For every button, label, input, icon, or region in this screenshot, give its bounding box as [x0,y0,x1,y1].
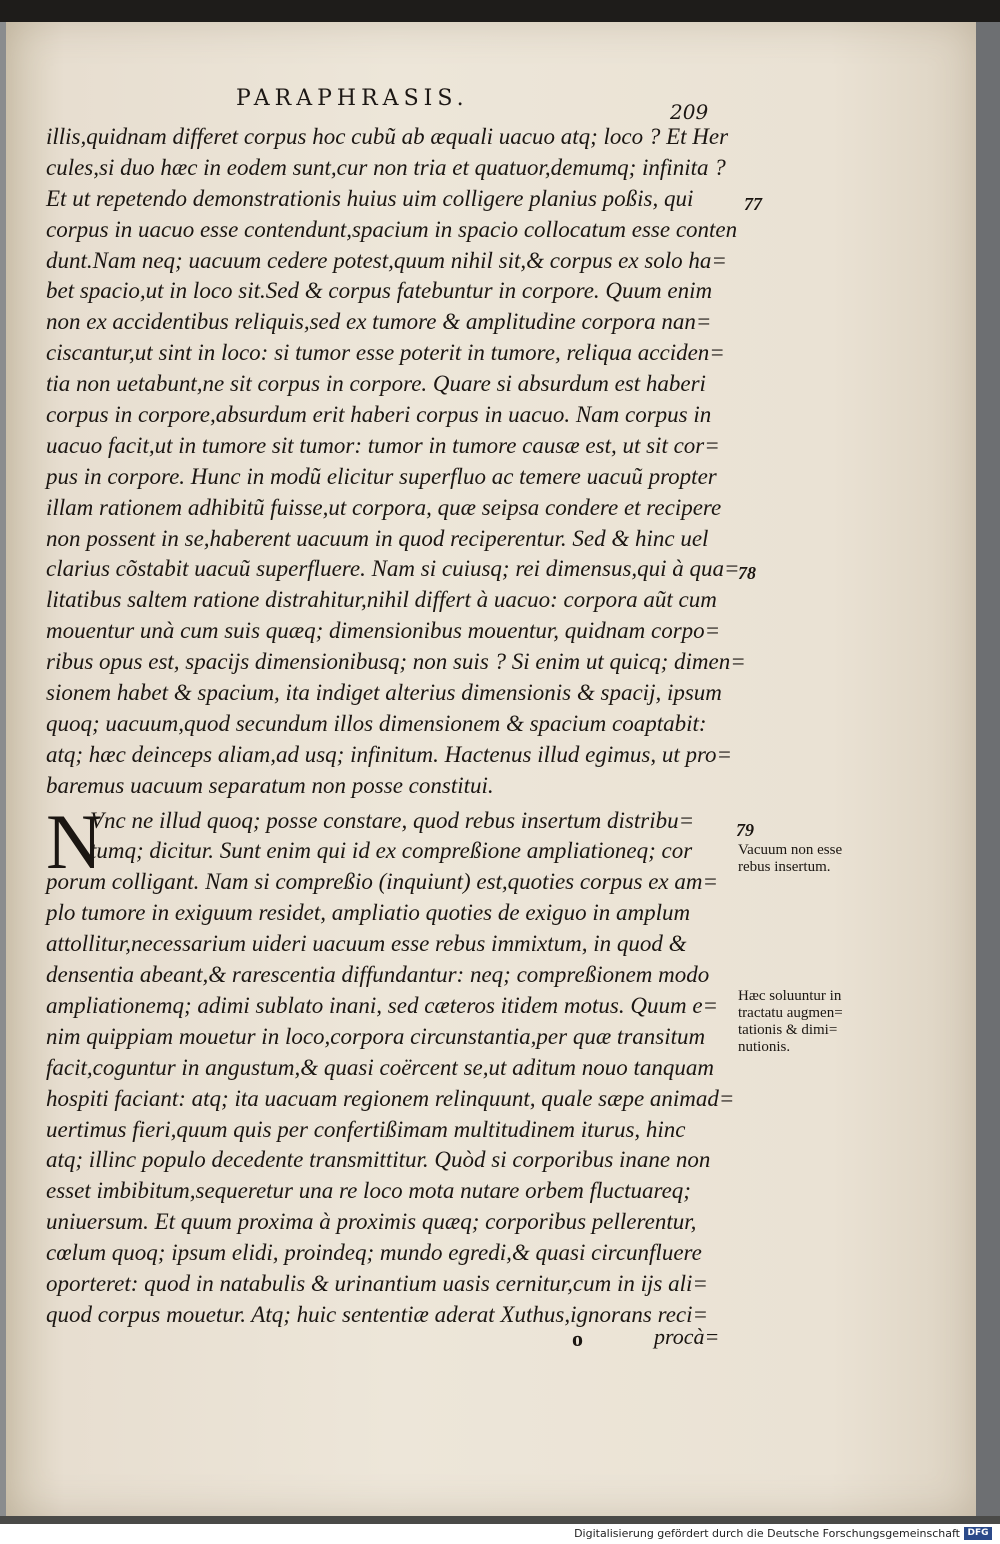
text-line: ciscantur,ut sint in loco: si tumor esse poterit in tumore, reliqua acciden= [46,340,725,366]
text-line: plo tumore in exiguum residet, ampliatio quoties de exiguo in amplum [46,900,691,926]
text-line: mouentur unà cum suis quæq; dimensionibus mouentur, quidnam corpo= [46,618,721,644]
paragraph-2 [46,797,736,1331]
text-line: hospiti faciant: atq; ita uacuam regionem relinquunt, quale sæpe animad= [46,1085,735,1111]
page-number: 209 [670,100,709,124]
text-line: litatibus saltem ratione distrahitur,nihil differt à uacuo: corpora aũt cum [46,587,717,613]
scan-bottom-edge [0,1516,1000,1524]
text-line: sionem habet & spacium, ita indiget alterius dimensionis & spacij, ipsum [46,680,722,706]
drop-cap-initial: N [46,797,103,885]
funding-credit: Digitalisierung gefördert durch die Deutsche Forschungsgemeinschaft [574,1527,960,1540]
text-line: cules,si duo hæc in eodem sunt,cur non tria et quatuor,demumq; infinita ? [46,154,726,180]
text-line: pus in corpore. Hunc in modũ elicitur superfluo ac temere uacuũ propter [46,463,717,489]
text-line: uertimus fieri,quum quis per confertißimam multitudinem iturus, hinc [46,1116,686,1142]
text-line: nim quippiam mouetur in loco,corpora circunstantia,per quæ transitum [46,1023,706,1049]
text-line: uniuersum. Et quum proxima à proximis quæq; corporibus pellerentur, [46,1209,697,1235]
text-line: esset imbibitum,sequeretur una re loco mota nutare orbem fluctuareq; [46,1178,691,1204]
catchword: procà= [654,1324,720,1349]
text-line: quoq; uacuum,quod secundum illos dimensionem & spacium coaptabit: [46,710,707,736]
margin-number-78: 78 [738,563,756,583]
text-line: non ex accidentibus reliquis,sed ex tumore & amplitudine corpora nan= [46,309,712,335]
text-line: quod corpus mouetur. Atq; huic sententiæ aderat Xuthus,ignorans reci= [46,1301,709,1327]
text-line: illis,quidnam differet corpus hoc cubũ ab æquali uacuo atq; loco ? Et Her [46,124,729,149]
text-line: atq; hæc deinceps aliam,ad usq; infinitum. Hactenus illud egimus, ut pro= [46,741,733,767]
margin-number-77: 77 [744,194,762,214]
text-line: porum colligant. Nam si compreßio (inquiunt) est,quoties corpus ex am= [46,869,719,895]
text-line: ampliationemq; adimi sublato inani, sed cæteros itidem motus. Quum e= [46,992,719,1018]
text-line: clarius cõstabit uacuũ superfluere. Nam si cuiusq; rei dimensus,qui à qua= [46,556,740,582]
text-line: tumq; dicitur. Sunt enim qui id ex compreßione ampliationeq; cor [90,838,693,864]
text-line: baremus uacuum separatum non posse constitui. [46,772,494,798]
digitization-footer [0,1524,1000,1544]
running-title: PARAPHRASIS. [236,86,469,111]
margin-note-vacuum [738,842,842,876]
text-line: corpus in corpore,absurdum erit haberi corpus in uacuo. Nam corpus in [46,402,712,428]
text-line: bet spacio,ut in loco sit.Sed & corpus fatebuntur in corpore. Quum enim [46,278,713,304]
text-line: uacuo facit,ut in tumore sit tumor: tumor in tumore causæ est, ut sit cor= [46,432,720,458]
margin-note-line: Vacuum non esse [738,842,843,858]
margin-note-line: rebus insertum. [738,859,831,875]
text-line: atq; illinc populo decedente transmittitur. Quòd si corporibus inane non [46,1147,711,1173]
margin-note-line: Hæc soluuntur in [738,988,842,1004]
text-line: Vnc ne illud quoq; posse constare, quod rebus insertum distribu= [90,807,695,833]
scan-right-edge [976,22,1000,1516]
text-line: non possent in se,haberent uacuum in quod reciperentur. Sed & hinc uel [46,525,709,551]
text-line: tia non uetabunt,ne sit corpus in corpore. Quare si absurdum est haberi [46,371,706,397]
text-line: facit,coguntur in angustum,& quasi coërcent se,ut aditum nouo tanquam [46,1054,715,1080]
text-line: illam rationem adhibitũ fuisse,ut corpora, quæ seipsa condere et recipere [46,494,722,520]
text-line: corpus in uacuo esse contendunt,spacium in spacio collocatum esse conten [46,216,738,242]
text-line: dunt.Nam neq; uacuum cedere potest,quum nihil sit,& corpus ex solo ha= [46,247,727,273]
text-line: oporteret: quod in natabulis & urinantium uasis cernitur,cum in ijs ali= [46,1270,708,1296]
margin-note-line: tractatu augmen= [738,1005,843,1021]
margin-note-line: tationis & dimi= [738,1022,838,1038]
text-line: cœlum quoq; ipsum elidi, proindeq; mundo egredi,& quasi circunfluere [46,1240,702,1266]
margin-number-79: 79 [736,820,754,840]
dfg-logo-icon: DFG [964,1527,992,1540]
signature-mark: o [572,1326,583,1351]
text-line: ribus opus est, spacijs dimensionibusq; non suis ? Si enim ut quicq; dimen= [46,649,746,675]
text-line: Et ut repetendo demonstrationis huius uim colligere planius poßis, qui [46,185,694,211]
text-line: densentia abeant,& rarescentia diffundantur: neq; compreßionem modo [46,962,710,988]
paragraph-1 [46,122,746,802]
margin-note-line: nutionis. [738,1039,791,1055]
margin-note-solve [738,988,843,1056]
scan-top-edge [0,0,1000,22]
text-line: attollitur,necessarium uideri uacuum esse rebus immixtum, in quod & [46,931,687,957]
